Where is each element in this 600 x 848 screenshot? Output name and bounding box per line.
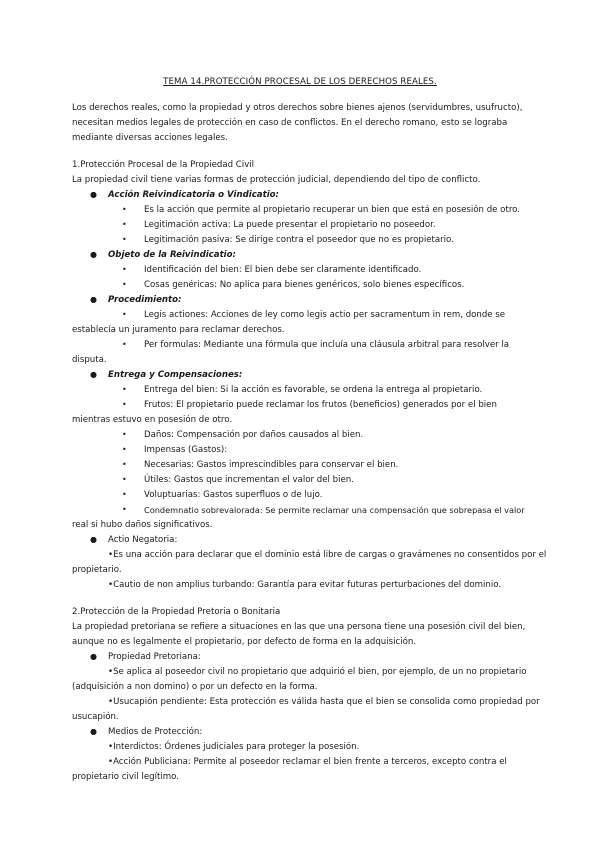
section-2-intro-line-1: La propiedad pretoriana se refiere a situaciones en las que una persona tiene una posesión civil del bien, xyxy=(72,622,526,632)
pretoriana-line-2: (adquisición a non domino) o por un defecto en la forma. xyxy=(72,682,318,692)
publiciana-line-2: propietario civil legítimo. xyxy=(72,772,179,782)
accion-item: Es la acción que permite al propietario recuperar un bien que está en posesión de otro. xyxy=(144,205,520,215)
entrega-item: Impensas (Gastos): xyxy=(144,445,228,455)
per-formulas-line-2: disputa. xyxy=(72,355,107,365)
usucapion-line-1: •Usucapión pendiente: Esta protección es válida hasta que el bien se consolida como propiedad por xyxy=(108,697,540,707)
bullet-icon: ● xyxy=(90,250,97,259)
bullet-icon: ● xyxy=(90,727,97,736)
bullet-icon: • xyxy=(122,400,127,409)
bullet-icon: • xyxy=(122,280,127,289)
bullet-icon: • xyxy=(122,490,127,499)
condemnatio-line-2: real si hubo daños significativos. xyxy=(72,520,213,530)
entrega-del-bien: Entrega del bien: Si la acción es favorable, se ordena la entrega al propietario. xyxy=(144,385,483,395)
section-2-intro-line-2: aunque no es legalmente el propietario, por defecto de forma en la adquisición. xyxy=(72,637,417,647)
section-1-intro: La propiedad civil tiene varias formas de protección judicial, dependiendo del tipo de conflicto. xyxy=(72,175,481,185)
legis-actiones-line-2: establecía un juramento para reclamar derechos. xyxy=(72,325,285,335)
bullet-icon: • xyxy=(122,235,127,244)
propiedad-pretoriana-title: Propiedad Pretoriana: xyxy=(108,652,201,662)
intro-line-2: necesitan medios legales de protección en caso de conflictos. En el derecho romano, esto se lograba xyxy=(72,118,508,128)
bullet-icon: • xyxy=(122,385,127,394)
document-title: TEMA 14.PROTECCIÓN PROCESAL DE LOS DERECHOS REALES. xyxy=(163,77,437,87)
section-1-heading: 1.Protección Procesal de la Propiedad Civil xyxy=(72,160,255,170)
bullet-icon: ● xyxy=(90,295,97,304)
entrega-item: Daños: Compensación por daños causados al bien. xyxy=(144,430,364,440)
condemnatio-line-1: Condemnatio sobrevalorada: Se permite reclamar una compensación que sobrepasa el valor xyxy=(144,505,525,515)
bullet-icon: • xyxy=(122,265,127,274)
usucapion-line-2: usucapión. xyxy=(72,712,119,722)
entrega-title: Entrega y Compensaciones: xyxy=(108,370,243,380)
per-formulas-line-1: Per formulas: Mediante una fórmula que incluía una cláusula arbitral para resolver la xyxy=(144,340,510,350)
negatoria-title: Actio Negatoria: xyxy=(108,535,178,545)
medios-title: Medios de Protección: xyxy=(108,727,203,737)
entrega-item: Voluptuarias: Gastos superfluos o de lujo. xyxy=(144,490,323,500)
bullet-icon: ● xyxy=(90,190,97,199)
frutos-line-2: mientras estuvo en posesión de otro. xyxy=(72,415,233,425)
accion-item: Legitimación pasiva: Se dirige contra el poseedor que no es propietario. xyxy=(144,235,454,245)
cautio-line: •Cautio de non amplius turbando: Garantía para evitar futuras perturbaciones del dominio. xyxy=(108,580,502,590)
entrega-item: Útiles: Gastos que incrementan el valor del bien. xyxy=(144,475,354,485)
procedimiento-title: Procedimiento: xyxy=(108,295,182,305)
interdictos-line: •Interdictos: Órdenes judiciales para proteger la posesión. xyxy=(108,742,360,752)
bullet-icon: • xyxy=(122,220,127,229)
accion-item: Legitimación activa: La puede presentar el propietario no poseedor. xyxy=(144,220,436,230)
negatoria-line-2: propietario. xyxy=(72,565,122,575)
entrega-item: Necesarias: Gastos imprescindibles para conservar el bien. xyxy=(144,460,399,470)
bullet-icon: • xyxy=(122,505,127,514)
pretoriana-line-1: •Se aplica al poseedor civil no propietario que adquirió el bien, por ejemplo, de un no propietario xyxy=(108,667,527,677)
objeto-item: Identificación del bien: El bien debe ser claramente identificado. xyxy=(144,265,422,275)
bullet-icon: • xyxy=(122,310,127,319)
bullet-icon: • xyxy=(122,475,127,484)
bullet-icon: • xyxy=(122,205,127,214)
accion-title: Acción Reivindicatoria o Vindicatio: xyxy=(108,190,279,200)
bullet-icon: • xyxy=(122,460,127,469)
bullet-icon: • xyxy=(122,340,127,349)
section-2-heading: 2.Protección de la Propiedad Pretoria o Bonitaria xyxy=(72,607,281,617)
bullet-icon: • xyxy=(122,445,127,454)
objeto-item: Cosas genéricas: No aplica para bienes genéricos, solo bienes específicos. xyxy=(144,280,465,290)
bullet-icon: ● xyxy=(90,370,97,379)
publiciana-line-1: •Acción Publiciana: Permite al poseedor reclamar el bien frente a terceros, excepto contra el xyxy=(108,757,507,767)
intro-line-3: mediante diversas acciones legales. xyxy=(72,133,228,143)
bullet-icon: • xyxy=(122,430,127,439)
objeto-title: Objeto de la Reivindicatio: xyxy=(108,250,236,260)
bullet-icon: ● xyxy=(90,535,97,544)
negatoria-line-1: •Es una acción para declarar que el dominio está libre de cargas o gravámenes no consentidos por el xyxy=(108,550,547,560)
bullet-icon: ● xyxy=(90,652,97,661)
frutos-line-1: Frutos: El propietario puede reclamar los frutos (beneficios) generados por el bien xyxy=(144,400,497,410)
legis-actiones-line-1: Legis actiones: Acciones de ley como legis actio per sacramentum in rem, donde se xyxy=(144,310,506,320)
intro-line-1: Los derechos reales, como la propiedad y otros derechos sobre bienes ajenos (servidumbres, usufructo), xyxy=(72,103,523,113)
